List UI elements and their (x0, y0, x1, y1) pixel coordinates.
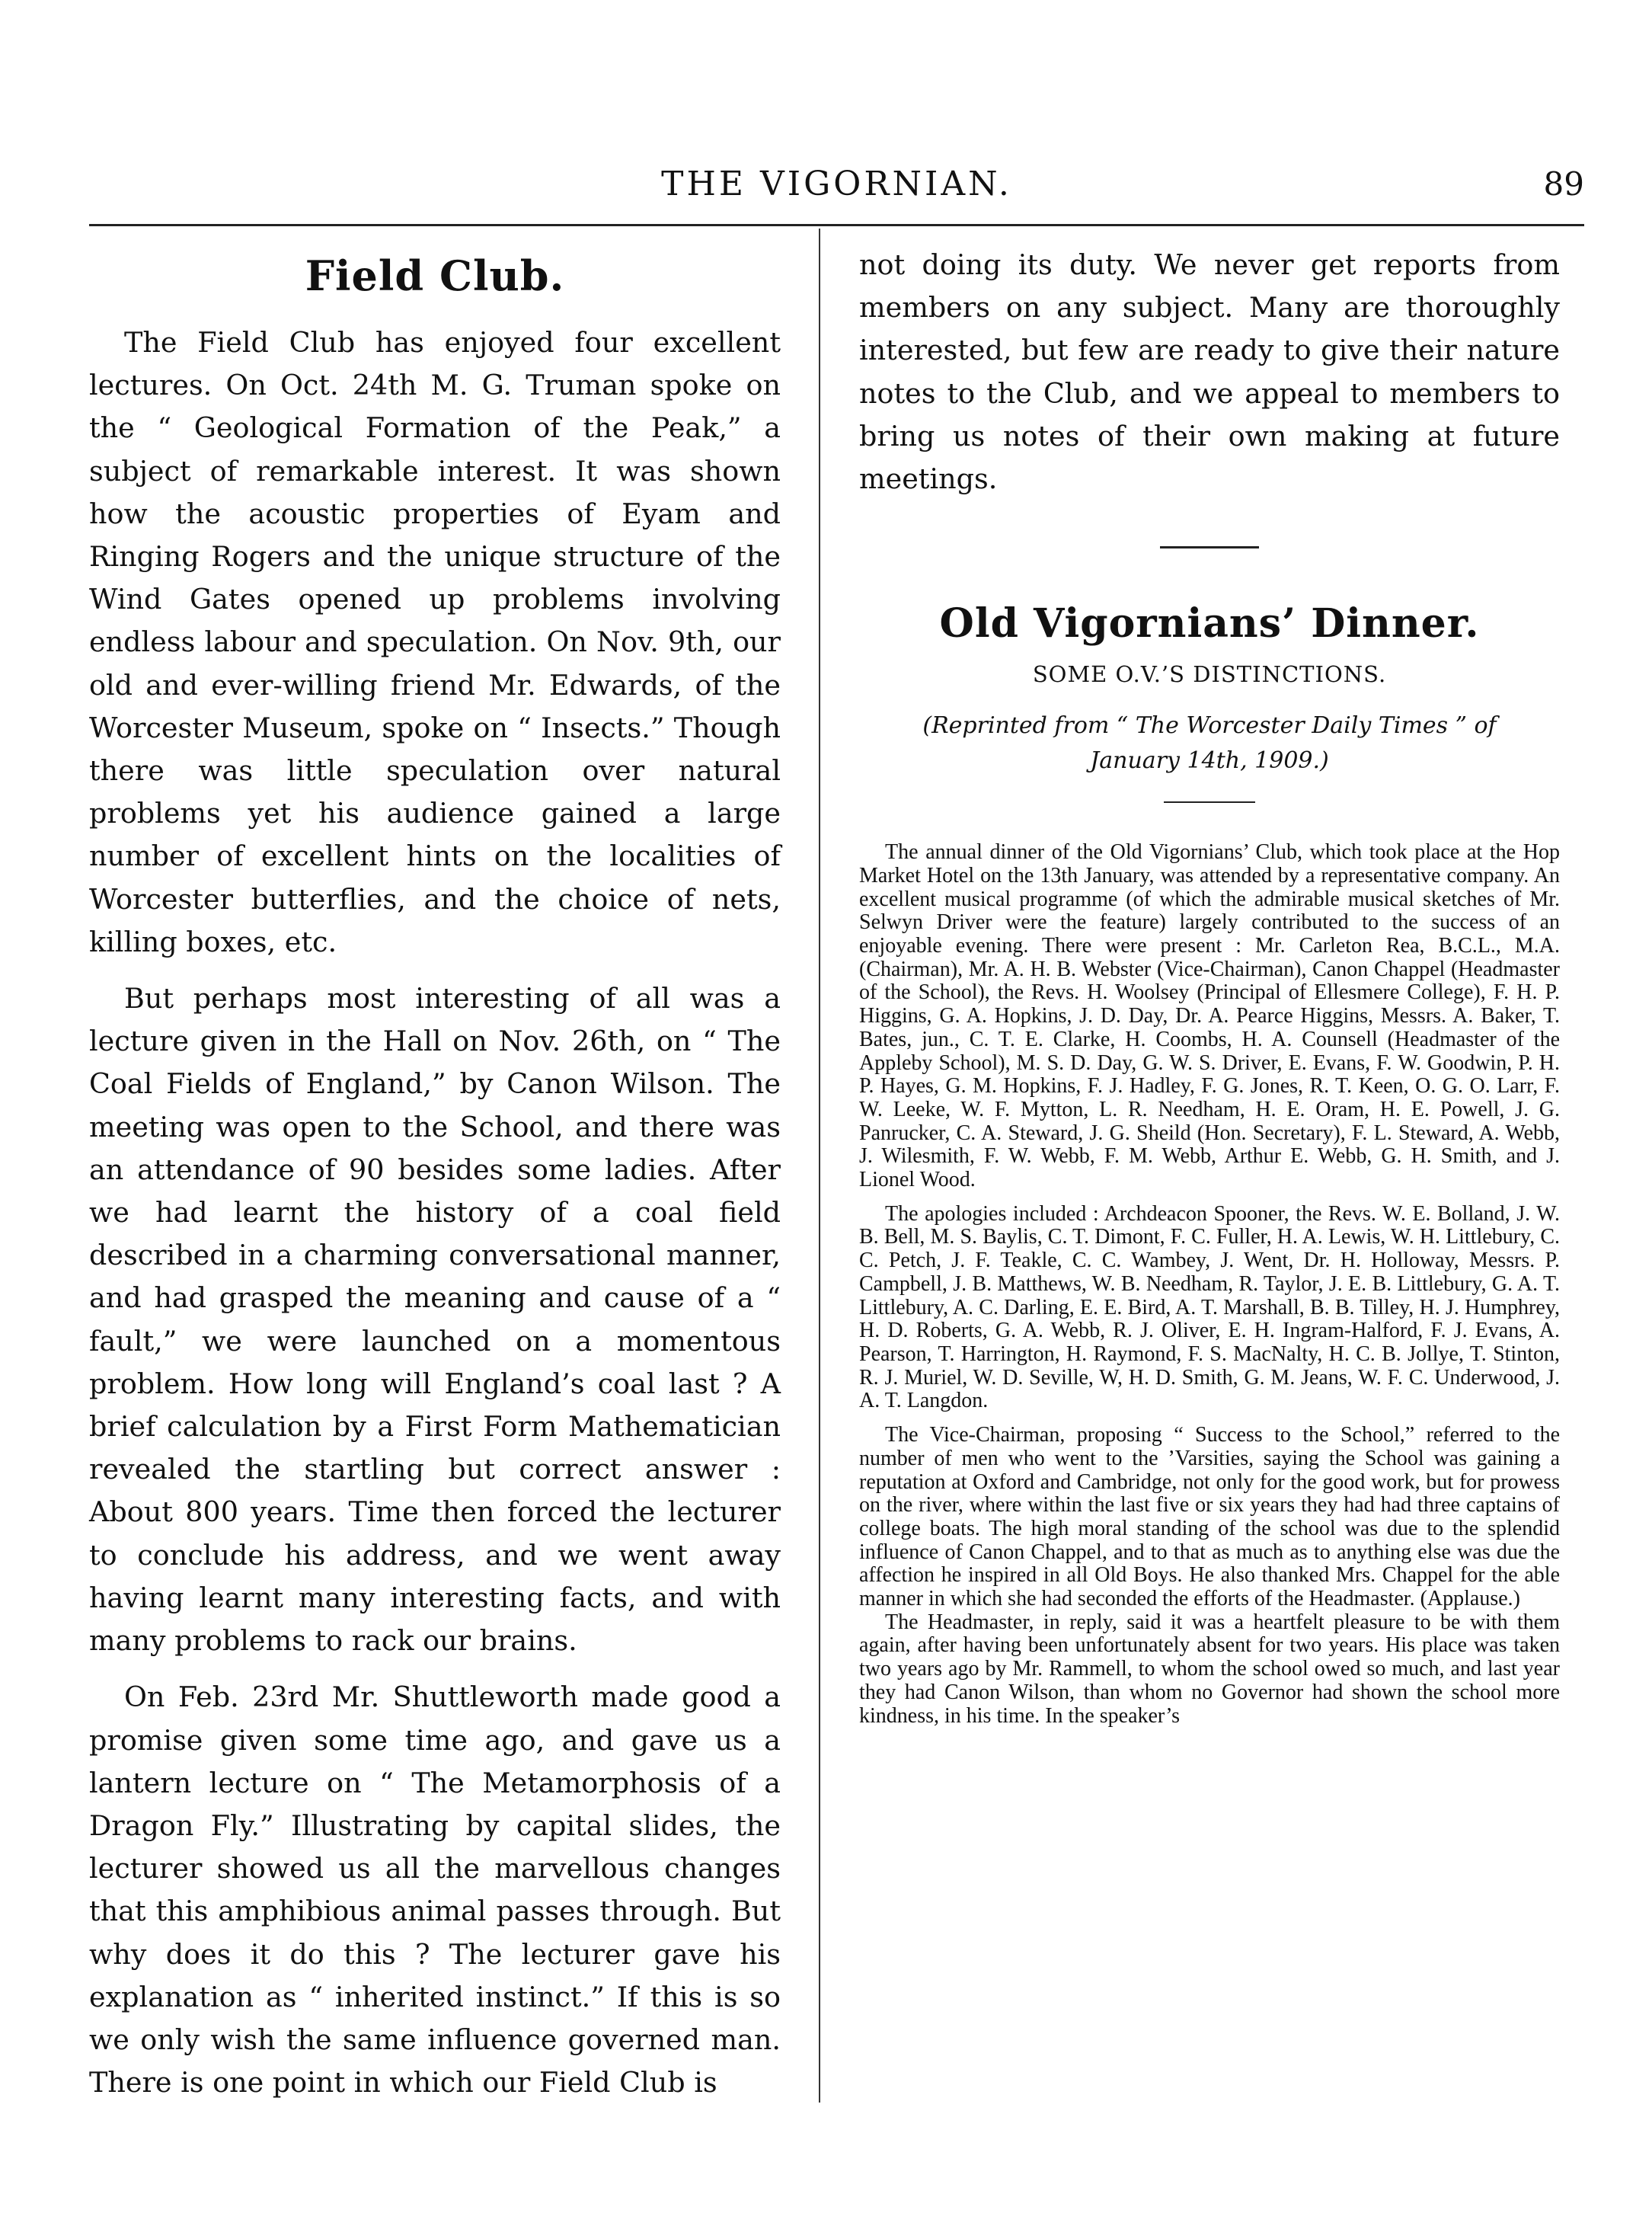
running-header (89, 161, 1584, 215)
field-club-heading: Field Club. (305, 251, 565, 300)
dinner-paragraph: The Vice-Chairman, proposing “ Success to the School,” referred to the number of men who went to the ’Varsities, saying the School was gaining a reputation at Oxford and Cambridge, not only for the good work, but for prowess on the river, where within the last five or six years they had had three captains of college boats. The high moral standing of the school was due to the splendid influence of Canon Chappel, and to that as much as to anything else was due the affection he inspired in all Old Boys. He also thanked Mrs. Chappel for the able manner in which she had seconded the efforts of the Headmaster. (Applause.) (859, 1423, 1560, 1611)
page-number: 89 (1543, 165, 1584, 203)
right-column (859, 244, 1560, 1728)
header-rule (89, 224, 1584, 226)
dinner-paragraph: The apologies included : Archdeacon Spooner, the Revs. W. E. Bolland, J. W. B. Bell, M. S. Baylis, C. T. Dimont, F. C. Fuller, H. A. Lewis, W. H. Littlebury, C. C. Petch, J. F. Teakle, C. C. Wambey, J. Went, Dr. H. Holloway, Messrs. P. Campbell, J. B. Matthews, W. B. Needham, R. Taylor, J. E. B. Littlebury, G. A. T. Littlebury, A. C. Darling, E. E. Bird, A. T. Marshall, B. B. Tilley, H. J. Humphrey, H. D. Roberts, G. A. Webb, R. J. Oliver, E. H. Ingram-Halford, F. J. Evans, A. Pearson, T. Harrington, H. Raymond, F. S. MacNalty, H. C. B. Jollye, T. Stinton, R. J. Muriel, W. D. Seville, W, H. D. Smith, G. M. Jeans, W. F. C. Underwood, J. A. T. Langdon. (859, 1201, 1560, 1413)
field-club-paragraph: The Field Club has enjoyed four excellent lectures. On Oct. 24th M. G. Truman spoke on the “ Geological Formation of the Peak,” a subject of remarkable interest. It was shown how the acoustic properties of Eyam and Ringing Rogers and the unique structure of the Wind Gates opened up problems involving endless labour and speculation. On Nov. 9th, our old and ever-willing friend Mr. Edwards, of the Worcester Museum, spoke on “ Insects.” Though there was little speculation over natural problems yet his audience gained a large number of excellent hints on the localities of Worcester butterflies, and the choice of nets, killing boxes, etc. (89, 326, 781, 958)
left-column (89, 244, 781, 2104)
dinner-paragraph: The annual dinner of the Old Vigornians’ Club, which took place at the Hop Market Hotel on the 13th January, was attended by a representative company. An excellent musical programme (of which the admirable musical sketches of Mr. Selwyn Driver were the feature) largely contributed to the success of an enjoyable evening. There were present : Mr. Carleton Rea, B.C.L., M.A. (Chairman), Mr. A. H. B. Webster (Vice-Chairman), Canon Chappel (Headmaster of the School), the Revs. H. Woolsey (Principal of Ellesmere College), F. H. P. Higgins, G. A. Hopkins, J. D. Day, Dr. A. Pearce Higgins, Messrs. A. Baker, T. Bates, jun., C. T. E. Clarke, H. Coombs, H. A. Counsell (Headmaster of the Appleby School), M. S. D. Day, G. W. S. Driver, E. Evans, F. W. Goodwin, P. H. P. Hayes, G. M. Hopkins, F. J. Hadley, F. G. Jones, R. T. Keen, O. G. O. Larr, F. W. Leeke, W. F. Mytton, L. R. Needham, H. E. Oram, H. E. Powell, J. G. Panrucker, C. A. Steward, J. G. Sheild (Hon. Secretary), F. L. Steward, A. Webb, J. Wilesmith, F. W. Webb, F. M. Webb, Arthur E. Webb, G. H. Smith, and J. Lionel Wood. (859, 840, 1560, 1192)
ov-dinner-subtitle: SOME O.V.’S DISTINCTIONS. (1032, 661, 1387, 688)
section-separator (1164, 801, 1255, 803)
dinner-paragraph: The Headmaster, in reply, said it was a heartfelt pleasure to be with them again, after having been unfortunately absent for two years. His place was taken two years ago by Mr. Rammell, to whom the school owed so much, and last year they had Canon Wilson, than whom no Governor had shown the school more kindness, in his time. In the speaker’s (859, 1610, 1560, 1728)
section-separator (1160, 546, 1259, 548)
journal-title: THE VIGORNIAN. (661, 165, 1012, 203)
field-club-paragraph: On Feb. 23rd Mr. Shuttleworth made good a promise given some time ago, and gave us a lantern lecture on “ The Metamorphosis of a Dragon Fly.” Illustrating by capital slides, the lecturer showed us all the marvellous changes that this amphibious animal passes through. But why does it do this ? The lecturer gave his explanation as “ inherited instinct.” If this is so we only wish the same influence governed man. There is one point in which our Field Club is (89, 1681, 781, 2099)
field-club-paragraph: But perhaps most interesting of all was a lecture given in the Hall on Nov. 26th, on “ The Coal Fields of England,” by Canon Wilson. The meeting was open to the School, and there was an attendance of 90 besides some ladies. After we had learnt the history of a coal field described in a charming conversational manner, and had grasped the meaning and cause of a “ fault,” we were launched on a momentous problem. How long will England’s coal last ? A brief calculation by a First Form Mathematician revealed the startling but correct answer : About 800 years. Time then forced the lecturer to conclude his address, and we went away having learnt many interesting facts, and with many problems to rack our brains. (89, 982, 781, 1658)
ov-dinner-heading: Old Vigornians’ Dinner. (939, 600, 1480, 648)
field-club-continuation: not doing its duty. We never get reports from members on any subject. Many are thoroughly interested, but few are ready to give their nature notes to the Club, and we appeal to members to bring us notes of their own making at future meetings. (859, 248, 1560, 496)
column-divider (819, 229, 820, 2103)
reprint-note: (Reprinted from “ The Worcester Daily Times ” of January 14th, 1909.) (922, 712, 1497, 775)
